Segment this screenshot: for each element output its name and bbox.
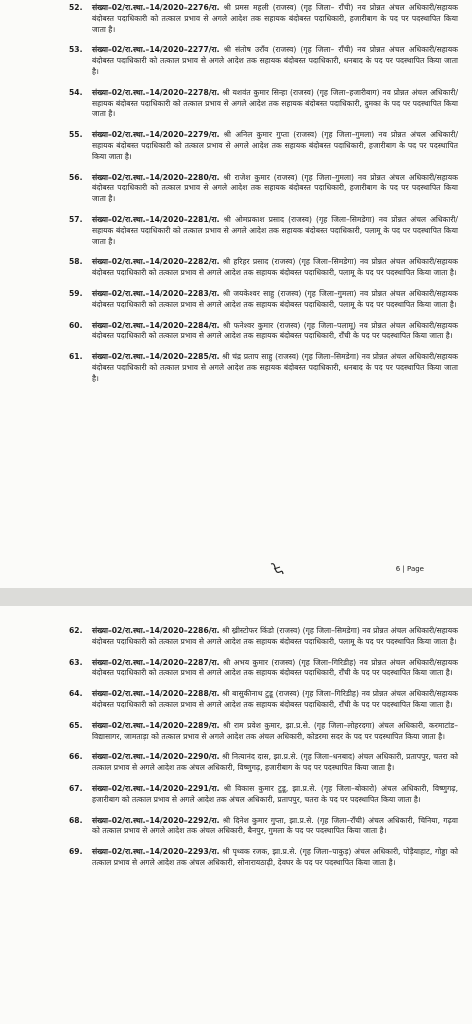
- entry-number: 65.: [69, 720, 83, 730]
- entry-text: श्री जयकेश्वर साहु (राजस्व) (गृह जिला–गुमला) नव प्रोन्नत अंचल अधिकारी/सहायक बंदोबस्त पदाधिकारी को तत्काल प्रभाव से अगले आदेश तक सहायक बंदोबस्त पदाधिकारी, पलामू के पद पर पदस्थापित किया जाता है।: [92, 288, 458, 309]
- entry-reference: संख्या–02/रा.स्था.–14/2020–2277/रा.: [92, 45, 220, 55]
- entry-reference: संख्या–02/रा.स्था.–14/2020–2285/रा.: [92, 352, 220, 362]
- entry-reference: संख्या–02/रा.स्था.–14/2020–2286/रा.: [92, 626, 220, 635]
- entry-reference: संख्या–02/रा.स्था.–14/2020–2281/रा.: [92, 214, 220, 224]
- entry-reference: संख्या–02/रा.स्था.–14/2020–2278/रा.: [92, 87, 220, 97]
- entry-number: 66.: [69, 752, 83, 762]
- entry-text: श्री राम प्रवेश कुमार, झा.प्र.से. (गृह जिला–लोहरदगा) अंचल अधिकारी, करमाटांड–विद्यासागर, जामताड़ा को तत्काल प्रभाव से अगले आदेश तक अंचल अधिकारी, कोडरमा सदर के पद पर पदस्थापित किया जाता है।: [92, 720, 458, 741]
- order-entry-61: [69, 352, 458, 384]
- entry-number: 56.: [69, 172, 83, 182]
- entry-text: श्री बासुकीनाथ टुडू (राजस्व) (गृह जिला–गिरिडीह) नव प्रोन्नत अंचल अधिकारी/सहायक बंदोबस्त पदाधिकारी को तत्काल प्रभाव से अगले आदेश तक सहायक बंदोबस्त पदाधिकारी, राँची के पद पर पदस्थापित किया जाता है।: [92, 689, 458, 709]
- entry-reference: संख्या–02/रा.स्था.–14/2020–2292/रा.: [92, 815, 220, 825]
- entry-reference: संख्या–02/रा.स्था.–14/2020–2289/रा.: [92, 720, 220, 730]
- entry-reference: संख्या–02/रा.स्था.–14/2020–2276/रा.: [92, 3, 220, 12]
- order-entry-62: [69, 626, 458, 648]
- entry-text: श्री चंद्र प्रताप साहु (राजस्व) (गृह जिला–सिमडेगा) नव प्रोन्नत अंचल अधिकारी/सहायक बंदोबस्त पदाधिकारी को तत्काल प्रभाव से अगले आदेश तक सहायक बंदोबस्त पदाधिकारी, धनबाद के पद पर पदस्थापित किया जाता है।: [92, 352, 458, 383]
- entry-reference: संख्या–02/रा.स्था.–14/2020–2287/रा.: [92, 657, 220, 667]
- entry-number: 63.: [69, 657, 83, 667]
- signature-mark: [268, 560, 286, 578]
- order-entry-52: [69, 3, 458, 35]
- entry-number: 68.: [69, 815, 83, 825]
- entry-text: श्री नित्यानंद दास, झा.प्र.से. (गृह जिला–धनबाद) अंचल अधिकारी, प्रतापपुर, चतरा को तत्काल प्रभाव से अगले आदेश तक अंचल अधिकारी, विष्णुगढ़, हजारीबाग के पद पर पदस्थापित किया जाता है।: [92, 752, 458, 773]
- entry-reference: संख्या–02/रा.स्था.–14/2020–2280/रा.: [92, 172, 220, 182]
- entry-text: श्री प्रमस महली (राजस्व) (गृह जिला– राँची) नव प्रोन्नत अंचल अधिकारी/सहायक बंदोबस्त पदाधिकारी को तत्काल प्रभाव से अगले आदेश तक सहायक बंदोबस्त पदाधिकारी, हजारीबाग के पद पर पदस्थापित किया जाता है।: [92, 3, 458, 34]
- document-page-7: [0, 606, 472, 1024]
- entry-text: श्री ओमप्रकाश प्रसाद (राजस्व) (गृह जिला–सिमडेगा) नव प्रोन्नत अंचल अधिकारी/सहायक बंदोबस्त पदाधिकारी को तत्काल प्रभाव से अगले आदेश तक सहायक बंदोबस्त पदाधिकारी, पलामू के पद पर पदस्थापित किया जाता है।: [92, 214, 458, 246]
- entry-text: श्री फनेश्वर कुमार (राजस्व) (गृह जिला–पलामू) नव प्रोन्नत अंचल अधिकारी/सहायक बंदोबस्त पदाधिकारी को तत्काल प्रभाव से अगले आदेश तक सहायक बंदोबस्त पदाधिकारी, राँची के पद पर पदस्थापित किया जाता है।: [92, 320, 458, 341]
- entry-number: 54.: [69, 87, 83, 97]
- order-entry-64: [69, 689, 458, 711]
- entry-number: 69.: [69, 847, 83, 857]
- order-entry-68: [69, 815, 458, 838]
- order-entry-55: [69, 130, 458, 162]
- order-entry-58: [69, 257, 458, 279]
- entry-reference: संख्या–02/रा.स्था.–14/2020–2290/रा.: [92, 752, 220, 762]
- entry-number: 61.: [69, 352, 83, 362]
- page-separator: [0, 588, 472, 606]
- entry-text: श्री अनिल कुमार गुप्ता (राजस्व) (गृह जिला–गुमला) नव प्रोन्नत अंचल अधिकारी/सहायक बंदोबस्त पदाधिकारी को तत्काल प्रभाव से अगले आदेश तक सहायक बंदोबस्त पदाधिकारी, हजारीबाग के पद पर पदस्थापित किया जाता है।: [92, 130, 458, 161]
- entry-number: 58.: [69, 257, 83, 267]
- order-entry-65: [69, 720, 458, 743]
- entry-text: श्री यशवंत कुमार सिन्हा (राजस्व) (गृह जिला–हजारीबाग) नव प्रोन्नत अंचल अधिकारी/सहायक बंदोबस्त पदाधिकारी को तत्काल प्रभाव से अगले आदेश तक सहायक बंदोबस्त पदाधिकारी, दुमका के पद पर पदस्थापित किया जाता है।: [92, 87, 458, 119]
- order-entry-66: [69, 752, 458, 774]
- order-entry-56: [69, 172, 458, 205]
- entry-text: श्री राजेश कुमार (राजस्व) (गृह जिला–गुमला) नव प्रोन्नत अंचल अधिकारी/सहायक बंदोबस्त पदाधिकारी को तत्काल प्रभाव से अगले आदेश तक सहायक बंदोबस्त पदाधिकारी, हजारीबाग के पद पर पदस्थापित किया जाता है।: [92, 172, 458, 204]
- entry-reference: संख्या–02/रा.स्था.–14/2020–2279/रा.: [92, 130, 220, 140]
- entry-number: 53.: [69, 45, 83, 55]
- order-entry-63: [69, 657, 458, 680]
- order-entry-59: [69, 288, 458, 311]
- page-footer: [0, 560, 472, 584]
- order-entry-60: [69, 320, 458, 343]
- order-entry-53: [69, 45, 458, 77]
- page-number: 6 | Page: [395, 565, 424, 573]
- entry-text: श्री ख्रीस्टोफर किंडो (राजस्व) (गृह जिला–सिमडेगा) नव प्रोन्नत अंचल अधिकारी/सहायक बंदोबस्त पदाधिकारी को तत्काल प्रभाव से अगले आदेश तक सहायक बंदोबस्त पदाधिकारी, पलामू के पद पर पदस्थापित किया जाता है।: [92, 626, 458, 646]
- entry-reference: संख्या–02/रा.स्था.–14/2020–2291/रा.: [92, 783, 220, 793]
- entry-text: श्री हरिहर प्रसाद (राजस्व) (गृह जिला–सिमडेगा) नव प्रोन्नत अंचल अधिकारी/सहायक बंदोबस्त पदाधिकारी को तत्काल प्रभाव से अगले आदेश तक सहायक बंदोबस्त पदाधिकारी, पलामू के पद पर पदस्थापित किया जाता है।: [92, 257, 458, 278]
- entry-number: 60.: [69, 320, 83, 330]
- entry-number: 59.: [69, 288, 83, 298]
- entry-text: श्री पृथ्वक रजक, झा.प्र.से. (गृह जिला–पाकुड़) अंचल अधिकारी, पोड़ैयाहाट, गोड्डा को तत्काल प्रभाव से अगले आदेश तक अंचल अधिकारी, सोनारायठाढ़ी, देवघर के पद पर पदस्थापित किया जाता है।: [92, 847, 458, 867]
- entry-number: 64.: [69, 689, 83, 699]
- entry-text: श्री विकास कुमार टुडू, झा.प्र.से. (गृह जिला–बोकारो) अंचल अधिकारी, विष्णुगढ़, हजारीबाग को तत्काल प्रभाव से अगले आदेश तक अंचल अधिकारी, प्रतापपुर, चतरा के पद पर पदस्थापित किया जाता है।: [92, 783, 458, 804]
- entry-number: 62.: [69, 626, 83, 635]
- order-entry-67: [69, 783, 458, 806]
- order-entry-69: [69, 847, 458, 869]
- order-entry-54: [69, 87, 458, 120]
- entry-text: श्री संतोष उराँव (राजस्व) (गृह जिला– राँची) नव प्रोन्नत अंचल अधिकारी/सहायक बंदोबस्त पदाधिकारी को तत्काल प्रभाव से अगले आदेश तक सहायक बंदोबस्त पदाधिकारी, धनबाद के पद पर पदस्थापित किया जाता है।: [92, 45, 458, 76]
- entry-number: 55.: [69, 130, 83, 140]
- entry-text: श्री अभय कुमार (राजस्व) (गृह जिला–गिरिडीह) नव प्रोन्नत अंचल अधिकारी/सहायक बंदोबस्त पदाधिकारी को तत्काल प्रभाव से अगले आदेश तक सहायक बंदोबस्त पदाधिकारी, राँची के पद पर पदस्थापित किया जाता है।: [92, 657, 458, 678]
- entry-number: 67.: [69, 783, 83, 793]
- entry-reference: संख्या–02/रा.स्था.–14/2020–2284/रा.: [92, 320, 220, 330]
- entry-text: श्री दिनेश कुमार गुप्ता, झा.प्र.से. (गृह जिला–राँची) अंचल अधिकारी, चिनिया, गढ़वा को तत्काल प्रभाव से अगले आदेश तक अंचल अधिकारी, बैनपुर, गुमला के पद पर पदस्थापित किया जाता है।: [92, 815, 458, 836]
- entry-number: 52.: [69, 3, 83, 12]
- entry-reference: संख्या–02/रा.स्था.–14/2020–2282/रा.: [92, 257, 220, 267]
- entry-reference: संख्या–02/रा.स्था.–14/2020–2288/रा.: [92, 689, 220, 699]
- order-entry-57: [69, 214, 458, 247]
- entry-reference: संख्या–02/रा.स्था.–14/2020–2283/रा.: [92, 288, 220, 298]
- entry-number: 57.: [69, 214, 83, 224]
- entry-reference: संख्या–02/रा.स्था.–14/2020–2293/रा.: [92, 847, 220, 857]
